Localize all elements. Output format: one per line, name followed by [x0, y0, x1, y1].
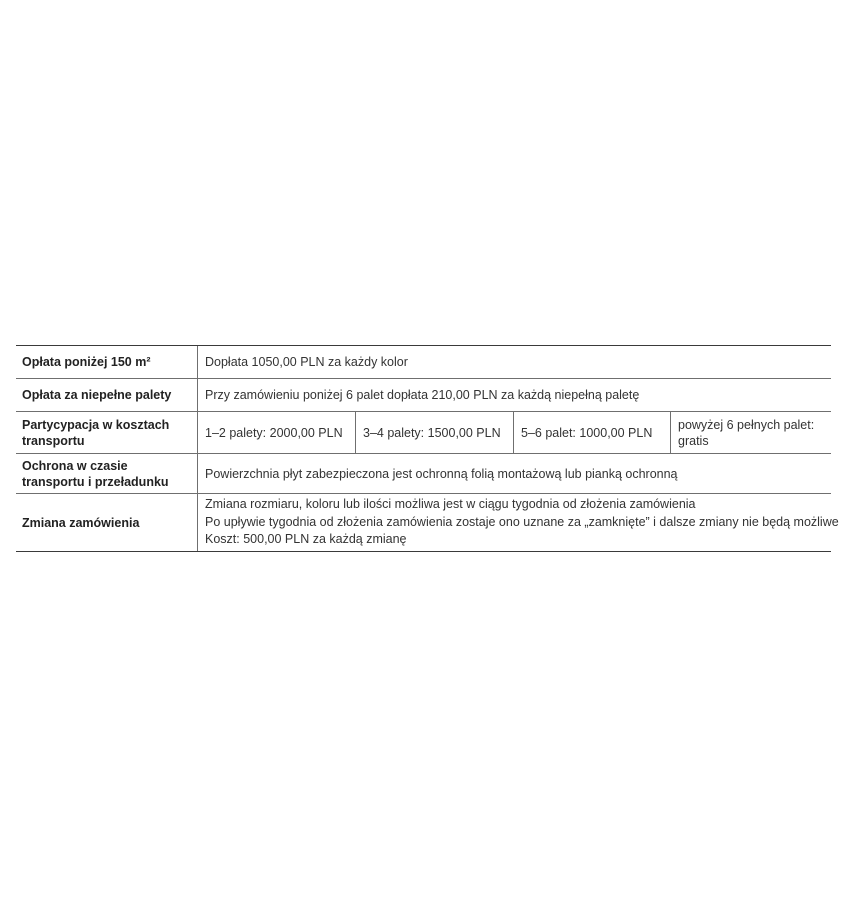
order-change-line: Koszt: 500,00 PLN za każdą zmianę [205, 532, 407, 547]
row-value-small-area-fee: Dopłata 1050,00 PLN za każdy kolor [205, 355, 408, 369]
table-row [16, 412, 831, 454]
table-row [16, 379, 831, 412]
row-value-order-change [198, 494, 846, 551]
row-label-small-area-fee: Opłata poniżej 150 m² [16, 346, 198, 378]
transport-tier-3-4: 3–4 palety: 1500,00 PLN [356, 412, 514, 453]
table-row [16, 346, 831, 379]
row-label-order-change: Zmiana zamówienia [16, 494, 198, 551]
order-change-line: Po upływie tygodnia od złożenia zamówienia zostaje ono uznane za „zamknięte” i dalsze zmiany nie będą możliwe [205, 514, 839, 529]
transport-cost-tiers [198, 412, 831, 453]
row-label-transport-protection: Ochrona w czasie transportu i przeładunku [16, 454, 198, 493]
table-row [16, 494, 839, 551]
pricing-conditions-table [16, 345, 839, 552]
transport-tier-5-6: 5–6 palet: 1000,00 PLN [514, 412, 671, 453]
table-row [16, 454, 831, 494]
order-change-line: Zmiana rozmiaru, koloru lub ilości możliwa jest w ciągu tygodnia od złożenia zamówienia [205, 497, 696, 512]
transport-tier-over-6: powyżej 6 pełnych palet: gratis [678, 417, 815, 448]
row-value-incomplete-pallets: Przy zamówieniu poniżej 6 palet dopłata 210,00 PLN za każdą niepełną paletę [205, 388, 640, 402]
row-value-transport-protection: Powierzchnia płyt zabezpieczona jest ochronną folią montażową lub pianką ochronną [205, 466, 678, 481]
transport-tier-1-2: 1–2 palety: 2000,00 PLN [198, 412, 356, 453]
row-label-transport-costs: Partycypacja w kosztach transportu [16, 412, 198, 453]
row-label-incomplete-pallets: Opłata za niepełne palety [16, 379, 198, 411]
